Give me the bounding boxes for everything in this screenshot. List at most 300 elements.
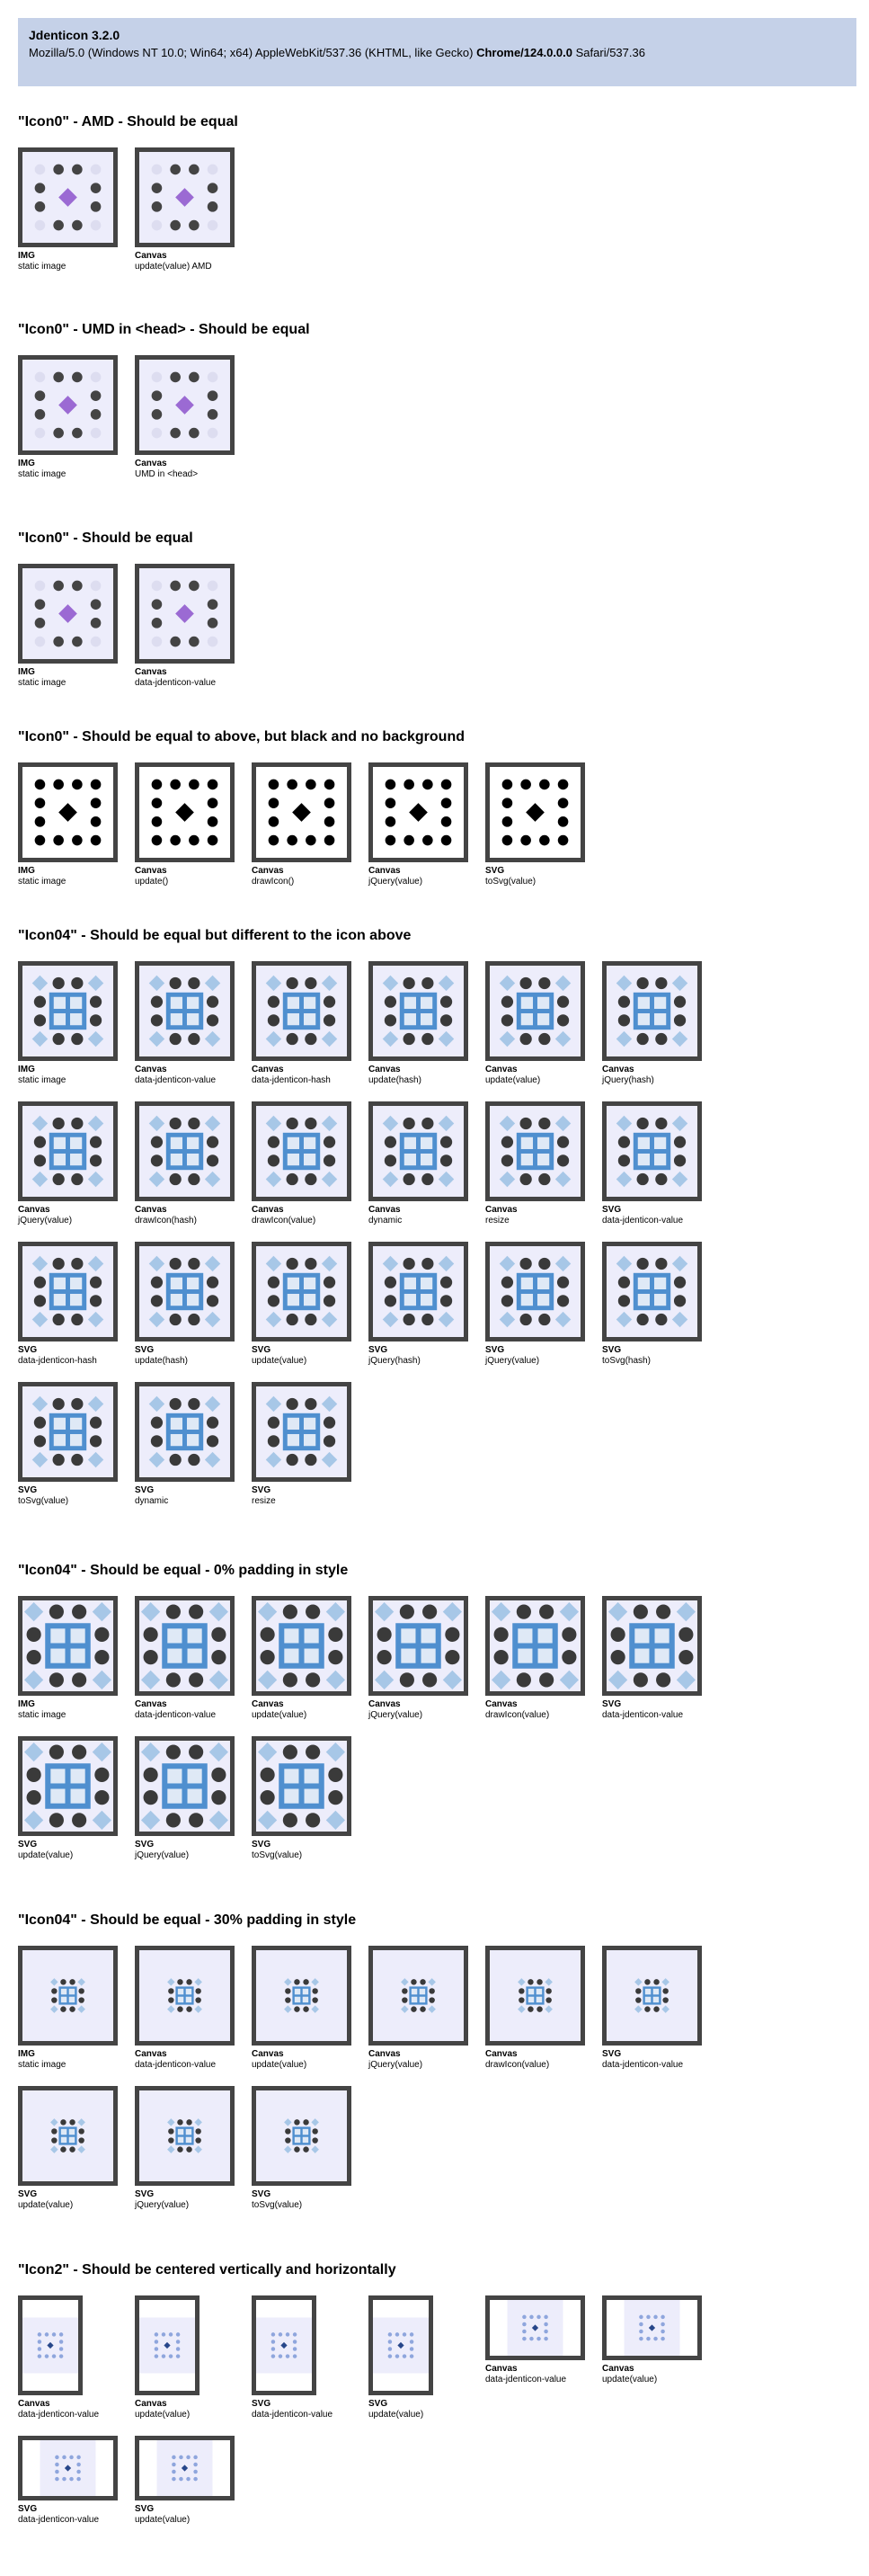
icon-test-item [135, 1242, 252, 1382]
identicon-image [22, 1106, 113, 1197]
icon-test-item [18, 1101, 135, 1242]
icon-test-item [135, 762, 252, 903]
identicon-image [256, 767, 347, 858]
identicon-image [490, 767, 581, 858]
identicon-image [22, 1600, 113, 1691]
render-type-label: SVG [368, 1345, 388, 1355]
render-method-label: static image [18, 1075, 67, 1085]
icon-test-item [368, 1946, 485, 2086]
icon-test-item [135, 961, 252, 1101]
identicon-frame [135, 1242, 235, 1341]
identicon-frame [252, 1596, 351, 1696]
render-method-label: data-jdenticon-value [18, 2410, 100, 2420]
render-type-label: SVG [135, 1840, 155, 1850]
icon-test-item [485, 2295, 602, 2436]
render-type-label: Canvas [252, 866, 284, 876]
render-type-label: SVG [252, 2189, 271, 2199]
section-heading: "Icon04" - Should be equal - 30% padding in style [18, 1912, 357, 1928]
render-method-label: update(value) AMD [135, 262, 212, 272]
identicon-frame [252, 1946, 351, 2046]
icon-test-item [485, 1946, 602, 2086]
render-method-label: update(value) [252, 2060, 307, 2070]
icon-test-item [18, 2295, 135, 2436]
render-method-label: toSvg(value) [252, 2200, 303, 2210]
icon-test-item [135, 2086, 252, 2226]
identicon-frame [485, 1242, 585, 1341]
icon-test-item [252, 2086, 368, 2226]
identicon-frame [602, 1101, 702, 1201]
render-method-label: jQuery(value) [135, 2200, 190, 2210]
render-type-label: Canvas [135, 459, 167, 468]
section-heading: "Icon0" - UMD in <head> - Should be equal [18, 322, 310, 337]
icon-test-item [252, 1101, 368, 1242]
icon-test-item [135, 1736, 252, 1876]
render-method-label: data-jdenticon-value [135, 1710, 217, 1720]
identicon-image [139, 1741, 230, 1832]
icon-test-item [18, 961, 135, 1101]
identicon-image [139, 2300, 195, 2391]
render-type-label: SVG [18, 1485, 38, 1495]
identicon-frame [135, 2295, 200, 2395]
identicon-image [139, 2440, 230, 2496]
render-type-label: SVG [252, 1840, 271, 1850]
render-method-label: data-jdenticon-value [135, 1075, 217, 1085]
icon-test-item [18, 1596, 135, 1736]
identicon-image [490, 1246, 581, 1337]
identicon-frame [368, 762, 468, 862]
render-type-label: Canvas [485, 2364, 518, 2374]
identicon-frame [368, 1101, 468, 1201]
render-method-label: static image [18, 877, 67, 887]
identicon-frame [135, 1736, 235, 1836]
identicon-frame [18, 1382, 118, 1482]
identicon-image [139, 1386, 230, 1477]
icon-test-item [252, 1736, 368, 1876]
identicon-image [256, 2300, 312, 2391]
identicon-image [22, 767, 113, 858]
render-type-label: IMG [18, 459, 35, 468]
render-method-label: update(value) [252, 1710, 307, 1720]
identicon-image [139, 360, 230, 450]
render-type-label: Canvas [485, 2049, 518, 2059]
identicon-image [256, 1246, 347, 1337]
render-method-label: jQuery(hash) [602, 1075, 654, 1085]
render-type-label: Canvas [485, 1699, 518, 1709]
render-type-label: SVG [18, 1345, 38, 1355]
render-method-label: data-jdenticon-value [485, 2375, 567, 2384]
render-method-label: update(hash) [368, 1075, 421, 1085]
icon-test-item [602, 1242, 719, 1382]
section-heading: "Icon0" - Should be equal [18, 530, 193, 546]
identicon-image [139, 767, 230, 858]
identicon-frame [368, 1946, 468, 2046]
render-type-label: SVG [252, 2399, 271, 2409]
icon-test-item [18, 762, 135, 903]
identicon-frame [135, 147, 235, 247]
render-type-label: Canvas [135, 1699, 167, 1709]
render-method-label: update() [135, 877, 169, 887]
render-type-label: SVG [18, 2504, 38, 2514]
identicon-frame [135, 2086, 235, 2186]
icon-test-item [252, 762, 368, 903]
identicon-frame [18, 1736, 118, 1836]
render-type-label: SVG [135, 1345, 155, 1355]
icon-test-item [368, 2295, 485, 2436]
render-type-label: Canvas [135, 251, 167, 261]
render-method-label: data-jdenticon-hash [18, 1356, 97, 1366]
identicon-image [139, 1246, 230, 1337]
render-method-label: drawIcon(hash) [135, 1216, 197, 1226]
render-method-label: static image [18, 678, 67, 688]
identicon-image [607, 2300, 697, 2356]
identicon-image [373, 1950, 464, 2041]
icon-test-item [18, 147, 135, 288]
render-method-label: toSvg(value) [18, 1496, 69, 1506]
identicon-frame [368, 961, 468, 1061]
user-agent-string: Mozilla/5.0 (Windows NT 10.0; Win64; x64) AppleWebKit/537.36 (KHTML, like Gecko) Chrome/124.0.0.0 Safari/537.36 [29, 46, 645, 59]
icon-test-item [252, 1946, 368, 2086]
render-method-label: dynamic [135, 1496, 169, 1506]
render-method-label: static image [18, 2060, 67, 2070]
render-type-label: SVG [368, 2399, 388, 2409]
identicon-frame [18, 762, 118, 862]
identicon-frame [485, 1101, 585, 1201]
identicon-frame [135, 961, 235, 1061]
identicon-frame [18, 564, 118, 664]
identicon-frame [18, 147, 118, 247]
render-method-label: jQuery(value) [18, 1216, 73, 1226]
render-method-label: dynamic [368, 1216, 403, 1226]
icon-test-item [485, 1101, 602, 1242]
render-type-label: IMG [18, 251, 35, 261]
identicon-frame [368, 1242, 468, 1341]
render-method-label: data-jdenticon-value [602, 2060, 684, 2070]
icon-test-item [135, 2436, 252, 2576]
icon-test-item [368, 1596, 485, 1736]
identicon-image [607, 966, 697, 1056]
identicon-image [490, 1950, 581, 2041]
test-section [18, 2261, 658, 2525]
identicon-frame [135, 1382, 235, 1482]
identicon-frame [135, 355, 235, 455]
icon-test-item [368, 1242, 485, 1382]
render-type-label: Canvas [368, 866, 401, 876]
icon-test-item [135, 1382, 252, 1522]
icon-test-item [602, 1596, 719, 1736]
identicon-image [22, 1950, 113, 2041]
icon-test-item [485, 1242, 602, 1382]
identicon-frame [18, 1596, 118, 1696]
render-type-label: Canvas [18, 1205, 50, 1215]
render-method-label: resize [252, 1496, 276, 1506]
identicon-frame [485, 1596, 585, 1696]
identicon-frame [18, 961, 118, 1061]
test-section [18, 321, 310, 479]
render-method-label: update(value) [135, 2515, 191, 2525]
icon-test-item [485, 1596, 602, 1736]
render-type-label: SVG [602, 2049, 622, 2059]
render-type-label: Canvas [252, 1205, 284, 1215]
render-type-label: IMG [18, 1699, 35, 1709]
identicon-frame [18, 1242, 118, 1341]
icon-test-item [602, 2295, 719, 2436]
render-type-label: Canvas [602, 1065, 634, 1074]
identicon-image [256, 1600, 347, 1691]
icon-test-item [18, 1242, 135, 1382]
icon-test-item [135, 1101, 252, 1242]
identicon-image [139, 1106, 230, 1197]
identicon-image [490, 1106, 581, 1197]
render-type-label: IMG [18, 866, 35, 876]
icon-test-item [252, 1382, 368, 1522]
identicon-frame [602, 2295, 702, 2360]
render-type-label: Canvas [485, 1205, 518, 1215]
identicon-image [373, 2300, 429, 2391]
identicon-frame [135, 1946, 235, 2046]
identicon-frame [252, 762, 351, 862]
render-method-label: UMD in <head> [135, 469, 199, 479]
render-type-label: Canvas [135, 667, 167, 677]
identicon-image [607, 1600, 697, 1691]
render-method-label: data-jdenticon-value [252, 2410, 333, 2420]
render-type-label: Canvas [135, 1065, 167, 1074]
icon-test-item [18, 1736, 135, 1876]
test-section [18, 530, 217, 688]
identicon-image [373, 767, 464, 858]
render-method-label: update(value) [18, 2200, 74, 2210]
identicon-image [22, 1741, 113, 1832]
icon-test-item [602, 1946, 719, 2086]
identicon-image [256, 1106, 347, 1197]
render-type-label: IMG [18, 1065, 35, 1074]
identicon-image [256, 966, 347, 1056]
identicon-image [139, 2090, 230, 2181]
version-header [18, 18, 856, 86]
render-method-label: jQuery(value) [135, 1850, 190, 1860]
test-section [18, 113, 238, 272]
identicon-frame [252, 961, 351, 1061]
render-method-label: data-jdenticon-value [18, 2515, 100, 2525]
identicon-frame [18, 1101, 118, 1201]
render-type-label: Canvas [252, 2049, 284, 2059]
render-method-label: data-jdenticon-value [135, 2060, 217, 2070]
identicon-image [22, 2090, 113, 2181]
icon-test-item [135, 564, 252, 704]
render-method-label: jQuery(hash) [368, 1356, 421, 1366]
render-type-label: SVG [18, 1840, 38, 1850]
identicon-image [139, 1600, 230, 1691]
identicon-image [22, 2300, 78, 2391]
render-method-label: jQuery(value) [368, 1710, 423, 1720]
render-method-label: drawIcon(value) [485, 2060, 550, 2070]
identicon-image [373, 1106, 464, 1197]
render-type-label: SVG [602, 1699, 622, 1709]
identicon-image [607, 1950, 697, 2041]
identicon-image [22, 2440, 113, 2496]
identicon-image [490, 2300, 581, 2356]
identicon-image [22, 152, 113, 243]
identicon-frame [485, 762, 585, 862]
identicon-frame [135, 564, 235, 664]
render-type-label: Canvas [368, 1699, 401, 1709]
icon-test-item [252, 1242, 368, 1382]
render-method-label: drawIcon() [252, 877, 295, 887]
identicon-image [256, 1386, 347, 1477]
icon-test-item [252, 2295, 368, 2436]
render-method-label: update(value) [485, 1075, 541, 1085]
section-heading: "Icon04" - Should be equal but different to the icon above [18, 928, 412, 943]
render-type-label: Canvas [368, 1205, 401, 1215]
section-heading: "Icon0" - AMD - Should be equal [18, 114, 238, 129]
identicon-frame [485, 961, 585, 1061]
section-heading: "Icon04" - Should be equal - 0% padding in style [18, 1563, 349, 1578]
icon-test-item [368, 762, 485, 903]
identicon-frame [135, 762, 235, 862]
identicon-frame [368, 2295, 433, 2395]
icon-test-item [602, 961, 719, 1101]
render-type-label: Canvas [368, 2049, 401, 2059]
render-method-label: drawIcon(value) [252, 1216, 316, 1226]
section-heading: "Icon2" - Should be centered vertically and horizontally [18, 2262, 396, 2277]
icon-test-item [135, 1596, 252, 1736]
render-type-label: IMG [18, 667, 35, 677]
render-type-label: Canvas [368, 1065, 401, 1074]
identicon-frame [135, 1101, 235, 1201]
render-method-label: data-jdenticon-value [602, 1710, 684, 1720]
identicon-image [490, 1600, 581, 1691]
render-type-label: SVG [602, 1345, 622, 1355]
render-method-label: update(hash) [135, 1356, 188, 1366]
identicon-image [607, 1246, 697, 1337]
identicon-frame [18, 1946, 118, 2046]
identicon-image [256, 1741, 347, 1832]
render-type-label: SVG [485, 866, 505, 876]
render-method-label: update(value) [602, 2375, 658, 2384]
icon-test-item [18, 1946, 135, 2086]
render-method-label: update(value) [18, 1850, 74, 1860]
render-method-label: data-jdenticon-hash [252, 1075, 331, 1085]
section-heading: "Icon0" - Should be equal to above, but black and no background [18, 729, 465, 744]
render-type-label: Canvas [252, 1065, 284, 1074]
page-title: Jdenticon 3.2.0 [29, 28, 120, 42]
icon-test-item [18, 355, 135, 495]
test-section [18, 1912, 684, 2210]
identicon-frame [135, 2436, 235, 2500]
icon-test-item [368, 961, 485, 1101]
icon-test-item [18, 2086, 135, 2226]
icon-test-item [252, 961, 368, 1101]
identicon-image [373, 966, 464, 1056]
identicon-frame [252, 1736, 351, 1836]
icon-test-item [18, 1382, 135, 1522]
test-section [18, 1562, 684, 1860]
identicon-frame [602, 1946, 702, 2046]
icon-test-item [135, 355, 252, 495]
identicon-frame [18, 355, 118, 455]
identicon-frame [252, 2086, 351, 2186]
icon-test-item [18, 564, 135, 704]
render-method-label: static image [18, 469, 67, 479]
render-method-label: toSvg(hash) [602, 1356, 651, 1366]
identicon-frame [252, 1382, 351, 1482]
icon-test-item [135, 1946, 252, 2086]
identicon-frame [252, 1242, 351, 1341]
identicon-image [22, 1246, 113, 1337]
render-method-label: toSvg(value) [252, 1850, 303, 1860]
identicon-image [22, 1386, 113, 1477]
render-type-label: SVG [135, 1485, 155, 1495]
render-method-label: jQuery(value) [485, 1356, 540, 1366]
icon-test-item [18, 2436, 135, 2576]
icon-test-item [252, 1596, 368, 1736]
identicon-image [139, 152, 230, 243]
render-type-label: Canvas [135, 1205, 167, 1215]
identicon-image [139, 1950, 230, 2041]
render-type-label: SVG [602, 1205, 622, 1215]
identicon-image [607, 1106, 697, 1197]
identicon-image [373, 1600, 464, 1691]
render-method-label: jQuery(value) [368, 877, 423, 887]
render-method-label: update(value) [252, 1356, 307, 1366]
render-type-label: Canvas [252, 1699, 284, 1709]
identicon-image [373, 1246, 464, 1337]
render-type-label: SVG [18, 2189, 38, 2199]
render-type-label: IMG [18, 2049, 35, 2059]
identicon-frame [602, 961, 702, 1061]
identicon-image [256, 1950, 347, 2041]
render-method-label: jQuery(value) [368, 2060, 423, 2070]
render-type-label: SVG [135, 2504, 155, 2514]
icon-test-item [485, 762, 602, 903]
identicon-image [22, 966, 113, 1056]
render-type-label: SVG [135, 2189, 155, 2199]
identicon-frame [368, 1596, 468, 1696]
render-method-label: data-jdenticon-value [135, 678, 217, 688]
identicon-frame [18, 2086, 118, 2186]
identicon-frame [602, 1242, 702, 1341]
icon-test-item [485, 961, 602, 1101]
identicon-frame [252, 1101, 351, 1201]
test-section [18, 728, 536, 887]
icon-test-item [368, 1101, 485, 1242]
test-section [18, 927, 684, 1506]
render-method-label: toSvg(value) [485, 877, 536, 887]
icon-test-item [135, 147, 252, 288]
icon-test-item [602, 1101, 719, 1242]
render-method-label: update(value) [135, 2410, 191, 2420]
render-type-label: Canvas [602, 2364, 634, 2374]
render-method-label: resize [485, 1216, 510, 1226]
render-method-label: data-jdenticon-value [602, 1216, 684, 1226]
render-method-label: update(value) [368, 2410, 424, 2420]
identicon-image [22, 360, 113, 450]
render-type-label: Canvas [485, 1065, 518, 1074]
render-method-label: drawIcon(value) [485, 1710, 550, 1720]
identicon-image [139, 568, 230, 659]
identicon-image [22, 568, 113, 659]
icon-test-item [135, 2295, 252, 2436]
render-type-label: SVG [485, 1345, 505, 1355]
identicon-frame [485, 1946, 585, 2046]
identicon-frame [135, 1596, 235, 1696]
identicon-frame [18, 2436, 118, 2500]
identicon-frame [18, 2295, 83, 2395]
render-type-label: Canvas [135, 2399, 167, 2409]
identicon-image [256, 2090, 347, 2181]
identicon-image [139, 966, 230, 1056]
render-type-label: Canvas [18, 2399, 50, 2409]
render-method-label: static image [18, 262, 67, 272]
